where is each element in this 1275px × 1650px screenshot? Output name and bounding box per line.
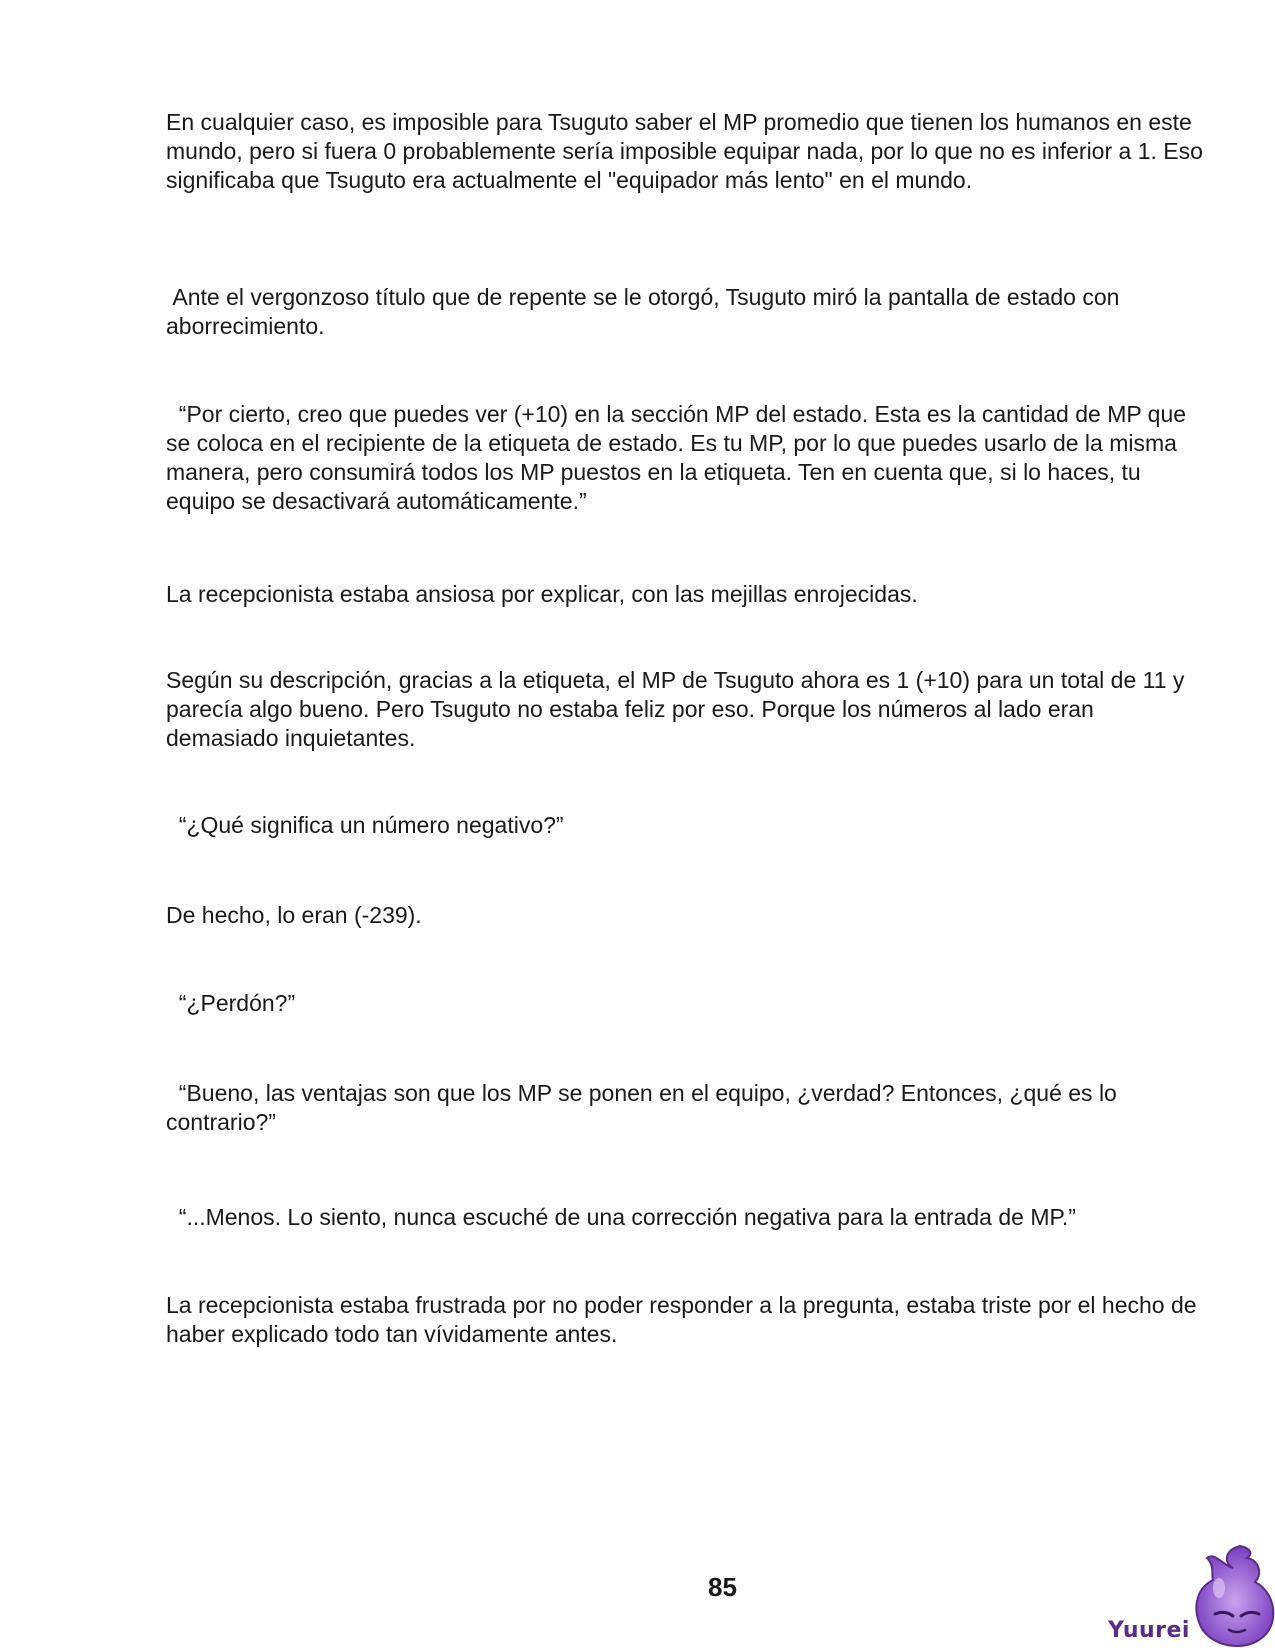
paragraph-8: “¿Perdón?” — [166, 990, 296, 1016]
paragraph-11: La recepcionista estaba frustrada por no poder responder a la pregunta, estaba triste por el hecho de haber explicado todo tan vívidamente antes. — [166, 1292, 1203, 1347]
paragraph-9: “Bueno, las ventajas son que los MP se ponen en el equipo, ¿verdad? Entonces, ¿qué es lo contrario?” — [166, 1080, 1124, 1135]
ghost-icon — [1185, 1540, 1275, 1650]
paragraph-10: “...Menos. Lo siento, nunca escuché de una corrección negativa para la entrada de MP.” — [166, 1204, 1076, 1230]
paragraph-1: En cualquier caso, es imposible para Tsuguto saber el MP promedio que tienen los humanos en este mundo, pero si fuera 0 probablemente sería imposible equipar nada, por lo que no es inferior a 1. Eso significaba que Tsuguto era actualmente el "equipador más lento" en el mundo. — [166, 109, 1210, 193]
paragraph-2: Ante el vergonzoso título que de repente se le otorgó, Tsuguto miró la pantalla de estado con aborrecimiento. — [166, 284, 1126, 339]
paragraph-3: “Por cierto, creo que puedes ver (+10) en la sección MP del estado. Esta es la cantidad de MP que se coloca en el recipiente de la etiqueta de estado. Es tu MP, por lo que puedes usarlo de la misma manera, pero consumirá todos los MP puestos en la etiqueta. Ten en cuenta que, si lo haces, tu equipo se desactivará automáticamente.” — [166, 401, 1193, 514]
paragraph-5: Según su descripción, gracias a la etiqueta, el MP de Tsuguto ahora es 1 (+10) para un total de 11 y parecía algo bueno. Pero Tsuguto no estaba feliz por eso. Porque los números al lado eran demasiado inquietantes. — [166, 667, 1191, 751]
yuurei-logo — [1100, 1540, 1275, 1650]
paragraph-7: De hecho, lo eran (-239). — [166, 902, 422, 928]
paragraph-6: “¿Qué significa un número negativo?” — [166, 812, 564, 838]
paragraph-4: La recepcionista estaba ansiosa por explicar, con las mejillas enrojecidas. — [166, 581, 918, 607]
logo-text: Yuurei — [1108, 1618, 1190, 1643]
page-number: 85 — [708, 1572, 737, 1602]
